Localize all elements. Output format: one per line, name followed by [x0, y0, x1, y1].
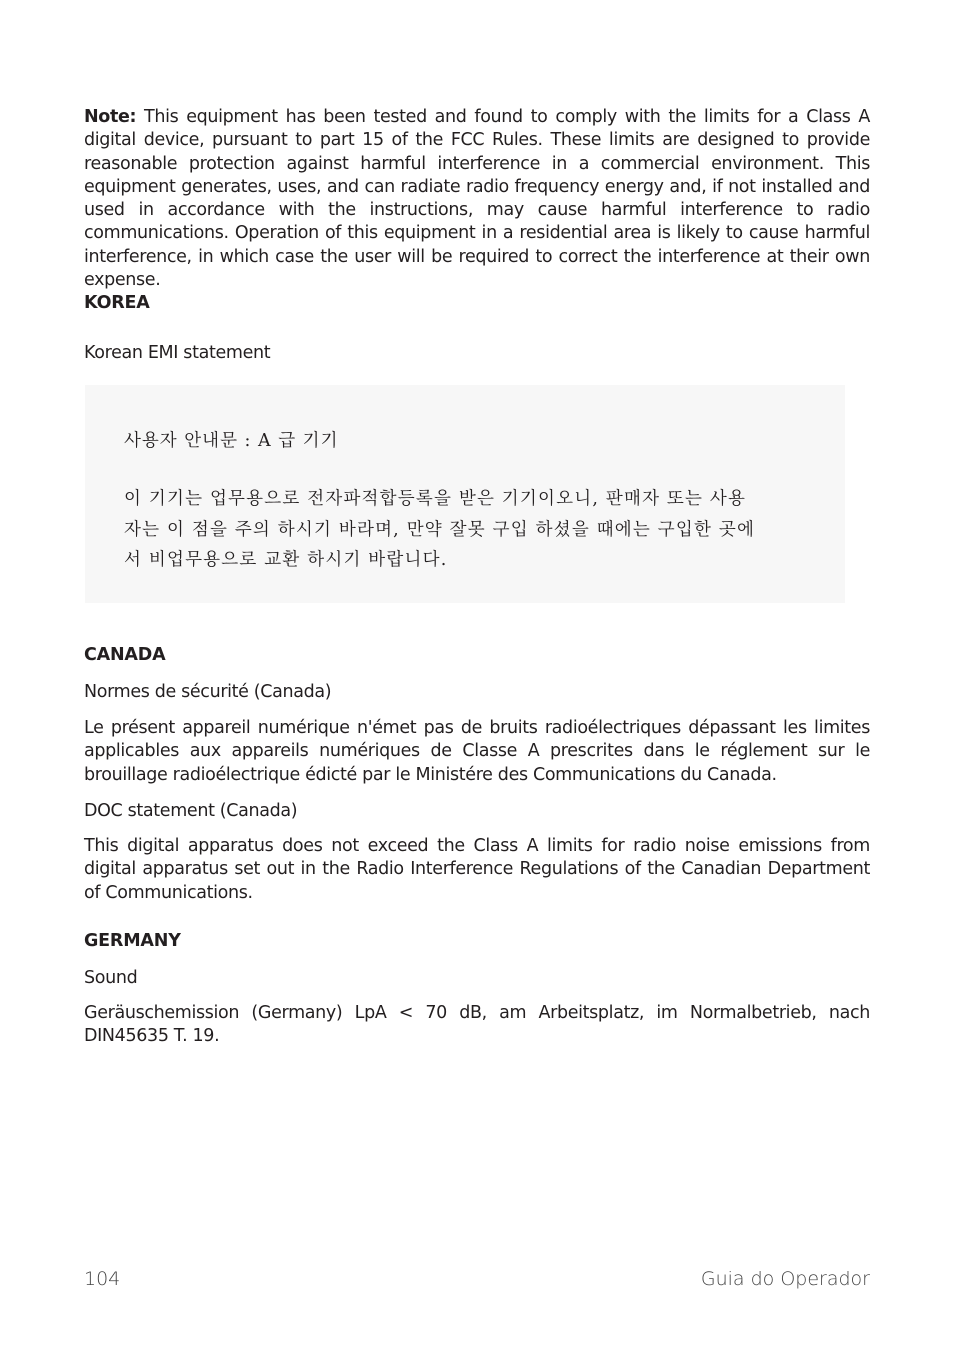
germany-subheading-block — [84, 967, 870, 990]
page-number: 104 — [84, 1268, 121, 1290]
korea-subheading-block — [84, 342, 870, 365]
germany-heading-block — [84, 931, 870, 951]
korean-emi-statement-image — [85, 385, 845, 603]
germany-subheading: Sound — [84, 968, 138, 988]
note-paragraph — [84, 106, 870, 292]
canada-subheading-2: DOC statement (Canada) — [84, 801, 298, 821]
canada-subheading1-block — [84, 681, 870, 704]
canada-text2-block — [84, 835, 870, 905]
germany-text-block — [84, 1002, 870, 1049]
canada-subheading-1: Normes de sécurité (Canada) — [84, 682, 332, 702]
korea-heading: KOREA — [84, 293, 150, 313]
note-section — [84, 106, 870, 292]
canada-text1-block — [84, 717, 870, 787]
korean-emi-body: 이 기기는 업무용으로 전자파적합등록을 받은 기기이오니, 판매자 또는 사용자는 이 점을 주의 하시기 바라며, 만약 잘못 구입 하셨을 때에는 구입한 곳에서 비업무용으로 교환 하시기 바랍니다. — [124, 489, 756, 570]
canada-text-2: This digital apparatus does not exceed the Class A limits for radio noise emissions from digital apparatus set out in the Radio Interference Regulations of the Canadian Department of Communications. — [84, 836, 870, 903]
korean-emi-title: 사용자 안내문 : A 급 기기 — [124, 431, 339, 451]
canada-text-1: Le présent appareil numérique n'émet pas de bruits radioélectriques dépassant les limites applicables aux appareils numériques de Classe A prescrites dans le réglement sur le brouillage radioélectrique édicté par le Ministére des Communications du Canada. — [84, 718, 870, 785]
canada-subheading2-block — [84, 800, 870, 823]
note-text: This equipment has been tested and found to comply with the limits for a Class A digital device, pursuant to part 15 of the FCC Rules. These limits are designed to provide reasonable protection against harmful interference in a commercial environment. This equipment generates, uses, and can radiate radio frequency energy and, if not installed and used in accordance with the instructions, may cause harmful interference to radio communications. Operation of this equipment in a residential area is likely to cause harmful interference, in which case the user will be required to correct the interference at their own expense. — [84, 107, 870, 291]
canada-heading: CANADA — [84, 645, 166, 665]
korea-heading-block — [84, 293, 870, 313]
canada-heading-block — [84, 645, 870, 665]
germany-text: Geräuschemission (Germany) LpA < 70 dB, am Arbeitsplatz, im Normalbetrieb, nach DIN45635 T. 19. — [84, 1003, 870, 1047]
document-title: Guia do Operador — [700, 1268, 870, 1290]
note-label: Note: — [84, 107, 137, 127]
germany-heading: GERMANY — [84, 931, 181, 951]
korea-subheading: Korean EMI statement — [84, 343, 271, 363]
